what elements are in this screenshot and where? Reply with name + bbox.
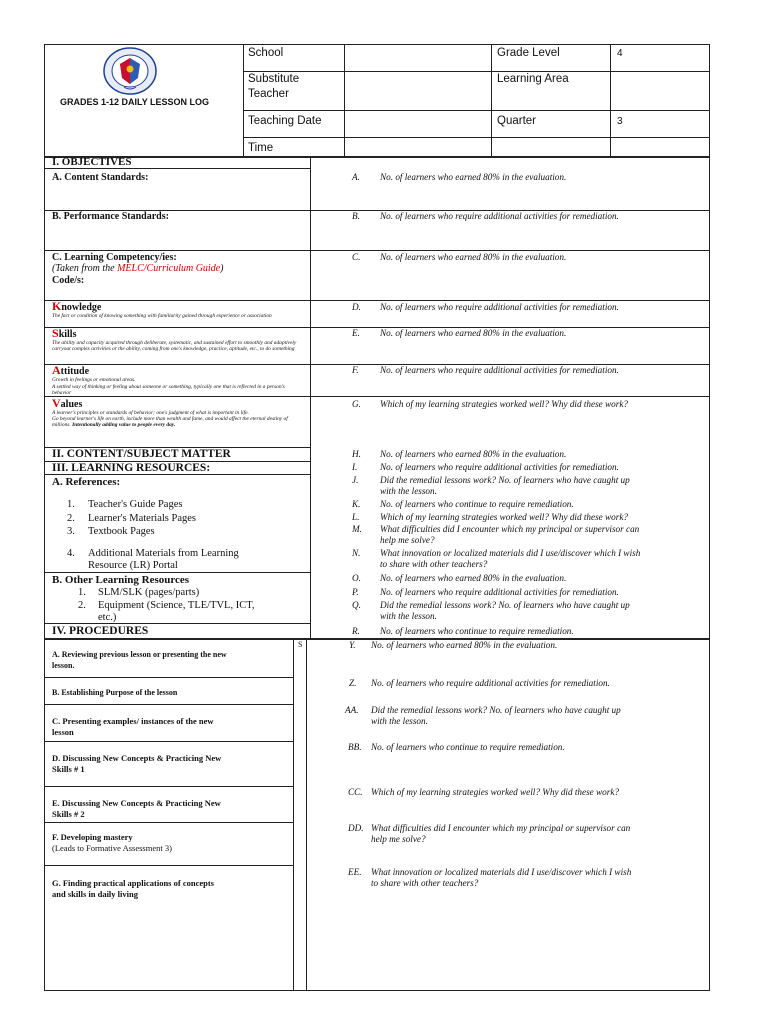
question-key: B. [352, 211, 360, 221]
equipment-etc: etc.) [98, 612, 117, 623]
ref-3-num: 3. [67, 526, 75, 537]
teachers-guide-pages: Teacher's Guide Pages [88, 499, 183, 510]
skills-label [52, 328, 76, 340]
proc-c-line-2: lesson [52, 727, 74, 737]
objectives-heading: I. OBJECTIVES [52, 156, 132, 168]
row-line [44, 677, 293, 678]
header-divider [491, 44, 492, 157]
header-divider [344, 44, 345, 157]
question-key: G. [352, 399, 361, 409]
quarter-label: Quarter [497, 115, 536, 127]
competency-source-suffix: ) [220, 263, 224, 274]
question-text: No. of learners who earned 80% in the evaluation. [380, 449, 567, 459]
proc-a-line-2: lesson. [52, 661, 75, 670]
attitude-initial: A [52, 363, 61, 377]
objectives-column-divider [310, 157, 311, 639]
row-line [44, 300, 710, 301]
question-text-line-1: What difficulties did I encounter which my principal or supervisor can [371, 823, 631, 833]
row-line [44, 865, 293, 866]
proc-d-line-2: Skills # 1 [52, 764, 85, 774]
deped-seal-icon [102, 47, 158, 95]
question-text: No. of learners who continue to require remediation. [371, 742, 565, 752]
question-key: CC. [348, 787, 363, 797]
teaching-date-label: Teaching Date [248, 115, 322, 127]
competency-source-guide: MELC/Curriculum Guide [117, 263, 221, 274]
skills-description: The ability and capacity acquired through deliberate, systematic, and sustained effort to smoothly and adaptively carryout complex activities or the ability, coming from one's knowledge, practice, aptitude, etc., to do something [52, 340, 297, 352]
learning-area-label: Learning Area [497, 73, 569, 85]
question-text [371, 705, 701, 727]
row-line [44, 704, 293, 705]
proc-f [52, 832, 172, 854]
proc-a [52, 649, 227, 671]
question-key: D. [352, 302, 361, 312]
proc-e [52, 798, 221, 820]
question-text-line-2: help me solve? [371, 834, 426, 844]
values-rest: alues [60, 399, 83, 410]
question-text: Which of my learning strategies worked well? Why did these work? [380, 512, 629, 522]
equipment: Equipment (Science, TLE/TVL, ICT, [98, 600, 255, 611]
knowledge-initial: K [52, 299, 62, 313]
question-text: No. of learners who require additional activities for remediation. [380, 365, 619, 375]
proc-c [52, 716, 214, 738]
references-heading: A. References: [52, 476, 121, 488]
row-line [44, 786, 293, 787]
question-key: M. [352, 524, 362, 534]
grade-level-value[interactable]: 4 [617, 48, 623, 59]
grade-level-label: Grade Level [497, 47, 560, 59]
question-text: No. of learners who earned 80% in the evaluation. [380, 252, 567, 262]
question-key: EE. [348, 867, 362, 877]
procedures-heading: IV. PROCEDURES [52, 625, 149, 637]
values-label [52, 398, 82, 410]
attitude-description-1: Growth in feelings or emotional areas. [52, 377, 136, 383]
row-line [44, 741, 293, 742]
question-text-line-2: to share with other teachers? [380, 559, 488, 569]
question-text: No. of learners who earned 80% in the evaluation. [380, 573, 567, 583]
ref-2-num: 2. [67, 513, 75, 524]
question-text-line-1: Did the remedial lessons work? No. of learners who have caught up [371, 705, 621, 715]
row-line [44, 623, 310, 624]
question-text [380, 475, 710, 497]
question-text [380, 600, 710, 622]
question-key: H. [352, 449, 361, 459]
values-description-3: Intentionally adding value to people every day. [72, 422, 176, 428]
proc-g-line-1: G. Finding practical applications of concepts [52, 878, 214, 888]
question-text [371, 867, 701, 889]
question-key: Y. [349, 640, 356, 650]
school-field[interactable] [350, 46, 486, 66]
proc-a-line-1: A. Reviewing previous lesson or presenting the new [52, 650, 227, 659]
proc-b: B. Establishing Purpose of the lesson [52, 688, 178, 697]
header-divider [243, 44, 244, 157]
proc-e-line-1: E. Discussing New Concepts & Practicing New [52, 798, 221, 808]
teacher-label: Teacher [248, 88, 289, 100]
question-text-line-2: to share with other teachers? [371, 878, 479, 888]
page-title: GRADES 1-12 DAILY LESSON LOG [60, 97, 210, 107]
proc-d [52, 753, 221, 775]
time-label: Time [248, 142, 274, 154]
values-description-1: A learner's principles or standards of behavior; one's judgment of what is important in life. [52, 410, 249, 416]
question-key: L. [352, 512, 360, 522]
question-text: No. of learners who require additional activities for remediation. [380, 462, 619, 472]
question-text [380, 548, 710, 570]
knowledge-label [52, 301, 101, 313]
question-key: BB. [348, 742, 362, 752]
question-key: A. [352, 172, 360, 182]
additional-materials: Additional Materials from Learning [88, 548, 239, 559]
question-key: F. [352, 365, 359, 375]
question-key: AA. [345, 705, 359, 715]
question-text: Which of my learning strategies worked well? Why did these work? [380, 399, 629, 409]
question-text-line-1: What innovation or localized materials did I use/discover which I wish [380, 548, 641, 558]
proc-f-line-2: (Leads to Formative Assessment 3) [52, 843, 172, 853]
question-text: Which of my learning strategies worked well? Why did these work? [371, 787, 620, 797]
stray-letter: S [298, 640, 303, 649]
procedures-column-divider [293, 639, 294, 991]
performance-standards-label: B. Performance Standards: [52, 211, 169, 222]
ref-4-num: 4. [67, 548, 75, 559]
question-text-line-1: Did the remedial lessons work? No. of learners who have caught up [380, 475, 630, 485]
procedures-column-divider [306, 639, 307, 991]
question-text: No. of learners who require additional activities for remediation. [371, 678, 610, 688]
question-text-line-1: What innovation or localized materials did I use/discover which I wish [371, 867, 632, 877]
question-text: No. of learners who earned 80% in the evaluation. [371, 640, 558, 650]
other-2-num: 2. [78, 600, 86, 611]
question-key: N. [352, 548, 361, 558]
learners-materials-pages: Learner's Materials Pages [88, 513, 197, 524]
header-row-line [243, 71, 710, 72]
learning-resources-heading: III. LEARNING RESOURCES: [52, 462, 211, 474]
question-key: R. [352, 626, 360, 636]
codes-label: Code/s: [52, 275, 85, 286]
header-row-line [243, 110, 710, 111]
question-text-line-2: with the lesson. [380, 611, 437, 621]
question-key: P. [352, 587, 359, 597]
proc-g [52, 878, 214, 900]
question-text: No. of learners who require additional activities for remediation. [380, 211, 619, 221]
question-key: K. [352, 499, 361, 509]
attitude-rest: ttitude [60, 366, 90, 377]
question-text-line-2: help me solve? [380, 535, 435, 545]
values-initial: V [52, 396, 61, 410]
values-description-2-text: Go beyond learner's life on earth, include more than wealth and fame, and would affect the eternal destiny of millions. [52, 416, 288, 428]
content-standards-label: A. Content Standards: [52, 172, 149, 183]
question-text: No. of learners who continue to require remediation. [380, 499, 574, 509]
competency-source [52, 263, 224, 274]
substitute-label: Substitute [248, 73, 300, 85]
row-line [44, 250, 710, 251]
question-text [371, 823, 701, 845]
other-1-num: 1. [78, 587, 86, 598]
attitude-label [52, 365, 89, 377]
question-key: DD. [348, 823, 364, 833]
other-resources-heading: B. Other Learning Resources [52, 574, 190, 586]
skills-rest: kills [58, 329, 77, 340]
question-text: No. of learners who require additional activities for remediation. [380, 587, 619, 597]
values-description [52, 410, 304, 428]
proc-c-line-1: C. Presenting examples/ instances of the new [52, 716, 214, 726]
content-subject-heading: II. CONTENT/SUBJECT MATTER [52, 448, 231, 460]
question-key: Q. [352, 600, 361, 610]
question-text-line-1: What difficulties did I encounter which my principal or supervisor can [380, 524, 640, 534]
knowledge-rest: nowledge [61, 302, 102, 313]
proc-e-line-2: Skills # 2 [52, 809, 85, 819]
header-divider [610, 44, 611, 157]
question-key: Z. [349, 678, 357, 688]
learning-competency-label: C. Learning Competency/ies: [52, 252, 177, 263]
competency-source-prefix: (Taken from the [52, 263, 118, 274]
proc-d-line-1: D. Discussing New Concepts & Practicing New [52, 753, 222, 763]
question-text: No. of learners who continue to require remediation. [380, 626, 574, 636]
question-key: E. [352, 328, 360, 338]
row-line [44, 822, 293, 823]
question-key: O. [352, 573, 361, 583]
question-text-line-2: with the lesson. [380, 486, 437, 496]
row-line [44, 396, 710, 397]
question-text: No. of learners who require additional activities for remediation. [380, 302, 619, 312]
school-label: School [248, 47, 284, 59]
question-text: No. of learners who earned 80% in the evaluation. [380, 172, 567, 182]
attitude-description-2: A settled way of thinking or feeling about someone or something, typically one that is reflected in a person's behavior [52, 384, 285, 396]
textbook-pages: Textbook Pages [88, 526, 155, 537]
values-description-2 [52, 416, 304, 428]
lr-portal: Resource (LR) Portal [88, 560, 178, 571]
header-row-line [243, 137, 710, 138]
proc-g-line-2: and skills in daily living [52, 889, 138, 899]
slm-slk-pages: SLM/SLK (pages/parts) [98, 587, 200, 598]
proc-f-line-1: F. Developing mastery [52, 832, 133, 842]
skills-initial: S [52, 326, 59, 340]
question-key: J. [352, 475, 359, 485]
knowledge-description: The fact or condition of knowing something with familiarity gained through experience or association [52, 313, 272, 319]
question-key: I. [352, 462, 358, 472]
question-text: No. of learners who earned 80% in the evaluation. [380, 328, 567, 338]
row-line [44, 572, 310, 573]
question-text [380, 524, 710, 546]
question-text-line-1: Did the remedial lessons work? No. of learners who have caught up [380, 600, 630, 610]
ref-1-num: 1. [67, 499, 75, 510]
question-text-line-2: with the lesson. [371, 716, 428, 726]
question-key: C. [352, 252, 361, 262]
quarter-value[interactable]: 3 [617, 116, 623, 127]
